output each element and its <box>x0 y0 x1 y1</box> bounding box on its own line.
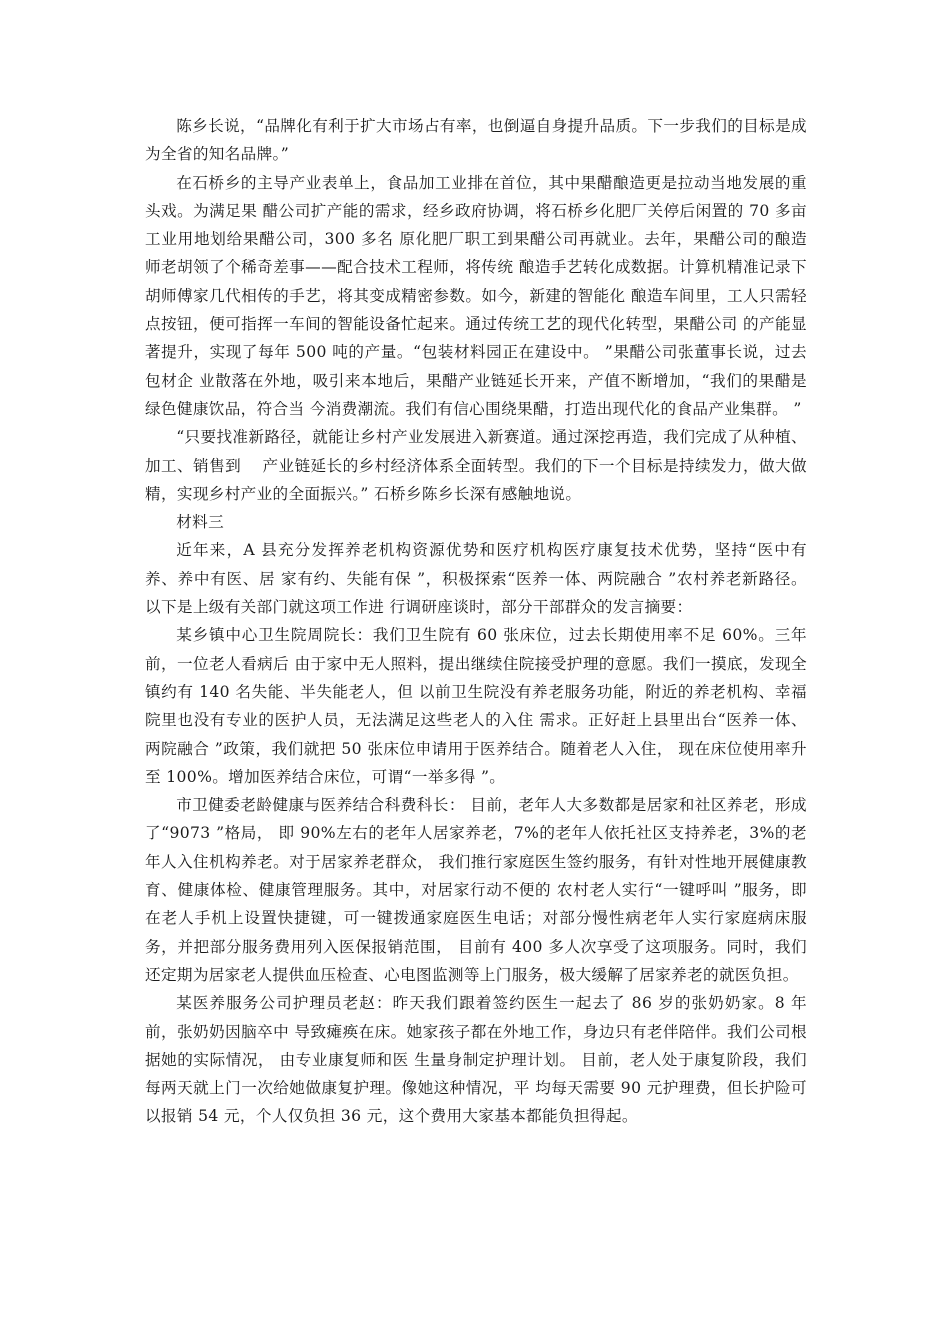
paragraph-fruit-vinegar: 在石桥乡的主导产业表单上，食品加工业排在首位，其中果醋酿造更是拉动当地发展的重头戏。为满足果 醋公司扩产能的需求，经乡政府协调，将石桥乡化肥厂关停后闲置的 70 多亩工业用地划给果醋公司，300 多名 原化肥厂职工到果醋公司再就业。去年，果醋公司的酿造师老胡领了个稀奇差事——配合技术工程师，将传统 酿造手艺转化成数据。计算机精准记录下胡师傅家几代相传的手艺，将其变成精密参数。如今，新建的智能化 酿造车间里，工人只需轻点按钮，便可指挥一车间的智能设备忙起来。通过传统工艺的现代化转型，果醋公司 的产能显著提升，实现了每年 500 吨的产量。“包装材料园正在建设中。 ”果醋公司张董事长说，过去包材企 业散落在外地，吸引来本地后，果醋产业链延长开来，产值不断增加，“我们的果醋是绿色健康饮品，符合当 今消费潮流。我们有信心围绕果醋，打造出现代化的食品产业集群。 ” <box>145 173 807 418</box>
paragraph-elderly-care-intro: 近年来，A 县充分发挥养老机构资源优势和医疗机构医疗康复技术优势，坚持“医中有养、养中有医、居 家有约、失能有保 ”，积极探索“医养一体、两院融合 ”农村养老新路径。以下是上级有关部门就这项工作进 行调研座谈时，部分干部群众的发言摘要： <box>145 541 807 617</box>
paragraph-hospital-director: 某乡镇中心卫生院周院长：我们卫生院有 60 张床位，过去长期使用率不足 60%。三年前，一位老人看病后 由于家中无人照料，提出继续住院接受护理的意愿。我们一摸底，发现全镇约有 140 名失能、半失能老人，但 以前卫生院没有养老服务功能，附近的养老机构、幸福院里也没有专业的医护人员，无法满足这些老人的入住 需求。正好赶上县里出台“医养一体、两院融合 ”政策，我们就把 50 张床位申请用于医养结合。随着老人入住， 现在床位使用率升至 100%。增加医养结合床位，可谓“一举多得 ”。 <box>145 626 807 786</box>
paragraph-nurse-zhao: 某医养服务公司护理员老赵：昨天我们跟着签约医生一起去了 86 岁的张奶奶家。8 年前，张奶奶因脑卒中 导致瘫痪在床。她家孩子都在外地工作，身边只有老伴陪伴。我们公司根据她的实际情况， 由专业康复师和医 生量身制定护理计划。 目前，老人处于康复阶段，我们每两天就上门一次给她做康复护理。像她这种情况，平 均每天需要 90 元护理费，但长护险可以报销 54 元，个人仅负担 36 元，这个费用大家基本都能负担得起。 <box>145 994 807 1126</box>
paragraph-new-path: “只要找准新路径，就能让乡村产业发展进入新赛道。通过深挖再造，我们完成了从种植、加工、销售到 产业链延长的乡村经济体系全面转型。我们的下一个目标是持续发力，做大做精，实现乡村产业的全面振兴。” 石桥乡陈乡长深有感触地说。 <box>145 428 807 503</box>
paragraph-chen-quote: 陈乡长说，“品牌化有利于扩大市场占有率，也倒逼自身提升品质。下一步我们的目标是成为全省的知名品牌。” <box>145 117 807 164</box>
section-heading-material-three: 材料三 <box>176 513 225 532</box>
document-page <box>145 112 807 1131</box>
paragraph-health-commission: 市卫健委老龄健康与医养结合科费科长： 目前，老年人大多数都是居家和社区养老，形成了“9073 ”格局， 即 90%左右的老年人居家养老，7%的老年人依托社区支持养老，3%的老年人入住机构养老。对于居家养老群众， 我们推行家庭医生签约服务，有针对性地开展健康教育、健康体检、健康管理服务。其中，对居家行动不便的 农村老人实行“一键呼叫 ”服务，即在老人手机上设置快捷键，可一键拨通家庭医生电话；对部分慢性病老年人实行家庭病床服务，并把部分服务费用列入医保报销范围， 目前有 400 多人次享受了这项服务。同时，我们 还定期为居家老人提供血压检查、心电图监测等上门服务，极大缓解了居家养老的就医负担。 <box>145 796 807 984</box>
